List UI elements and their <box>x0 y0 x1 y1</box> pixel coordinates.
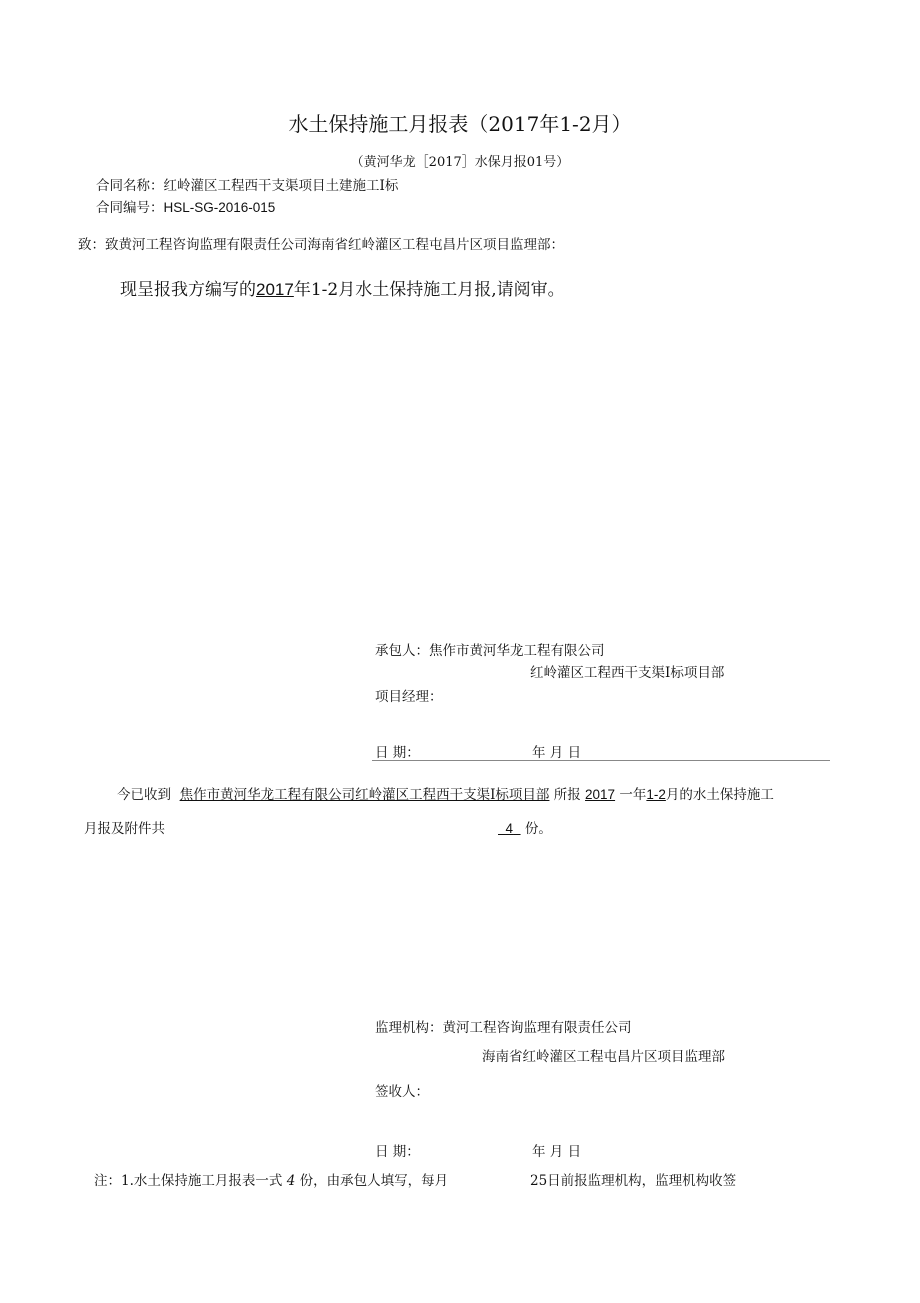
note-line <box>94 1169 448 1189</box>
receipt-count-row <box>498 817 552 837</box>
receipt-text: 今已收到 <box>117 787 171 803</box>
note-label: 注： <box>94 1173 121 1189</box>
request-text: ,请阅审。 <box>491 280 565 300</box>
contractor-company: 焦作市黄河华龙工程有限公司 <box>429 643 605 659</box>
request-text: 年1-2月水土保持施工月报 <box>293 280 492 300</box>
receipt-month: 1-2 <box>646 787 666 802</box>
page-title: 水土保持施工月报表（2017年1-2月） <box>288 112 632 136</box>
contract-no-row <box>96 196 275 216</box>
contract-name-row <box>96 174 398 194</box>
signature-divider <box>372 760 830 761</box>
receipt-text: 一年 <box>619 787 647 803</box>
signer-label: 签收人： <box>375 1084 429 1100</box>
receipt-text: 份。 <box>524 821 552 837</box>
submission-statement <box>120 275 565 300</box>
supervisor-date-value: 年 月 日 <box>532 1144 582 1160</box>
addressee-value: 致黄河工程咨询监理有限责任公司海南省红岭灌区工程屯昌片区项目监理部： <box>105 237 564 253</box>
receipt-text: 所报 <box>553 787 581 803</box>
supervisor-date-label: 日 期： <box>375 1144 420 1160</box>
addressee-line <box>78 233 564 253</box>
contractor-dept: 红岭灌区工程西干支渠I标项目部 <box>530 665 725 681</box>
receipt-year: 2017 <box>585 787 616 802</box>
project-manager-label: 项目经理： <box>375 689 443 705</box>
contractor-label: 承包人： <box>375 643 429 659</box>
contract-no-label: 合同编号： <box>96 200 164 216</box>
receipt-line-2-label: 月报及附件共 <box>84 821 165 837</box>
supervisor-dept: 海南省红岭灌区工程屯昌片区项目监理部 <box>482 1049 725 1065</box>
receipt-text: 月的水土保持施工 <box>665 787 774 803</box>
addressee-label: 致： <box>78 237 105 253</box>
contract-name-value: 红岭灌区工程西干支渠项目土建施工I标 <box>163 178 399 194</box>
supervisor-label: 监理机构： <box>375 1020 443 1036</box>
contractor-row <box>375 639 605 659</box>
contract-name-label: 合同名称： <box>96 178 164 194</box>
note-text: 1.水土保持施工月报表一式 <box>121 1173 283 1189</box>
request-year: 2017 <box>256 280 294 299</box>
note-text-continued: 25日前报监理机构，监理机构收签 <box>530 1173 737 1189</box>
receipt-count <box>498 821 521 836</box>
request-text: 现呈报我方编写的 <box>120 280 256 300</box>
document-number: （黄河华龙［2017］水保月报01号） <box>350 155 570 170</box>
contractor-date-label: 日 期： <box>375 745 420 761</box>
note-count: 4 <box>286 1173 296 1189</box>
receipt-company: 焦作市黄河华龙工程有限公司红岭灌区工程西干支渠I标项目部 <box>179 787 550 803</box>
receipt-count-value: 4 <box>505 821 514 836</box>
receipt-line-1 <box>117 783 774 803</box>
contract-no-value: HSL-SG-2016-015 <box>163 200 276 215</box>
supervisor-row <box>375 1016 632 1036</box>
supervisor-company: 黄河工程咨询监理有限责任公司 <box>442 1020 632 1036</box>
contractor-date-value: 年 月 日 <box>532 745 582 761</box>
note-text: 份，由承包人填写，每月 <box>299 1173 449 1189</box>
